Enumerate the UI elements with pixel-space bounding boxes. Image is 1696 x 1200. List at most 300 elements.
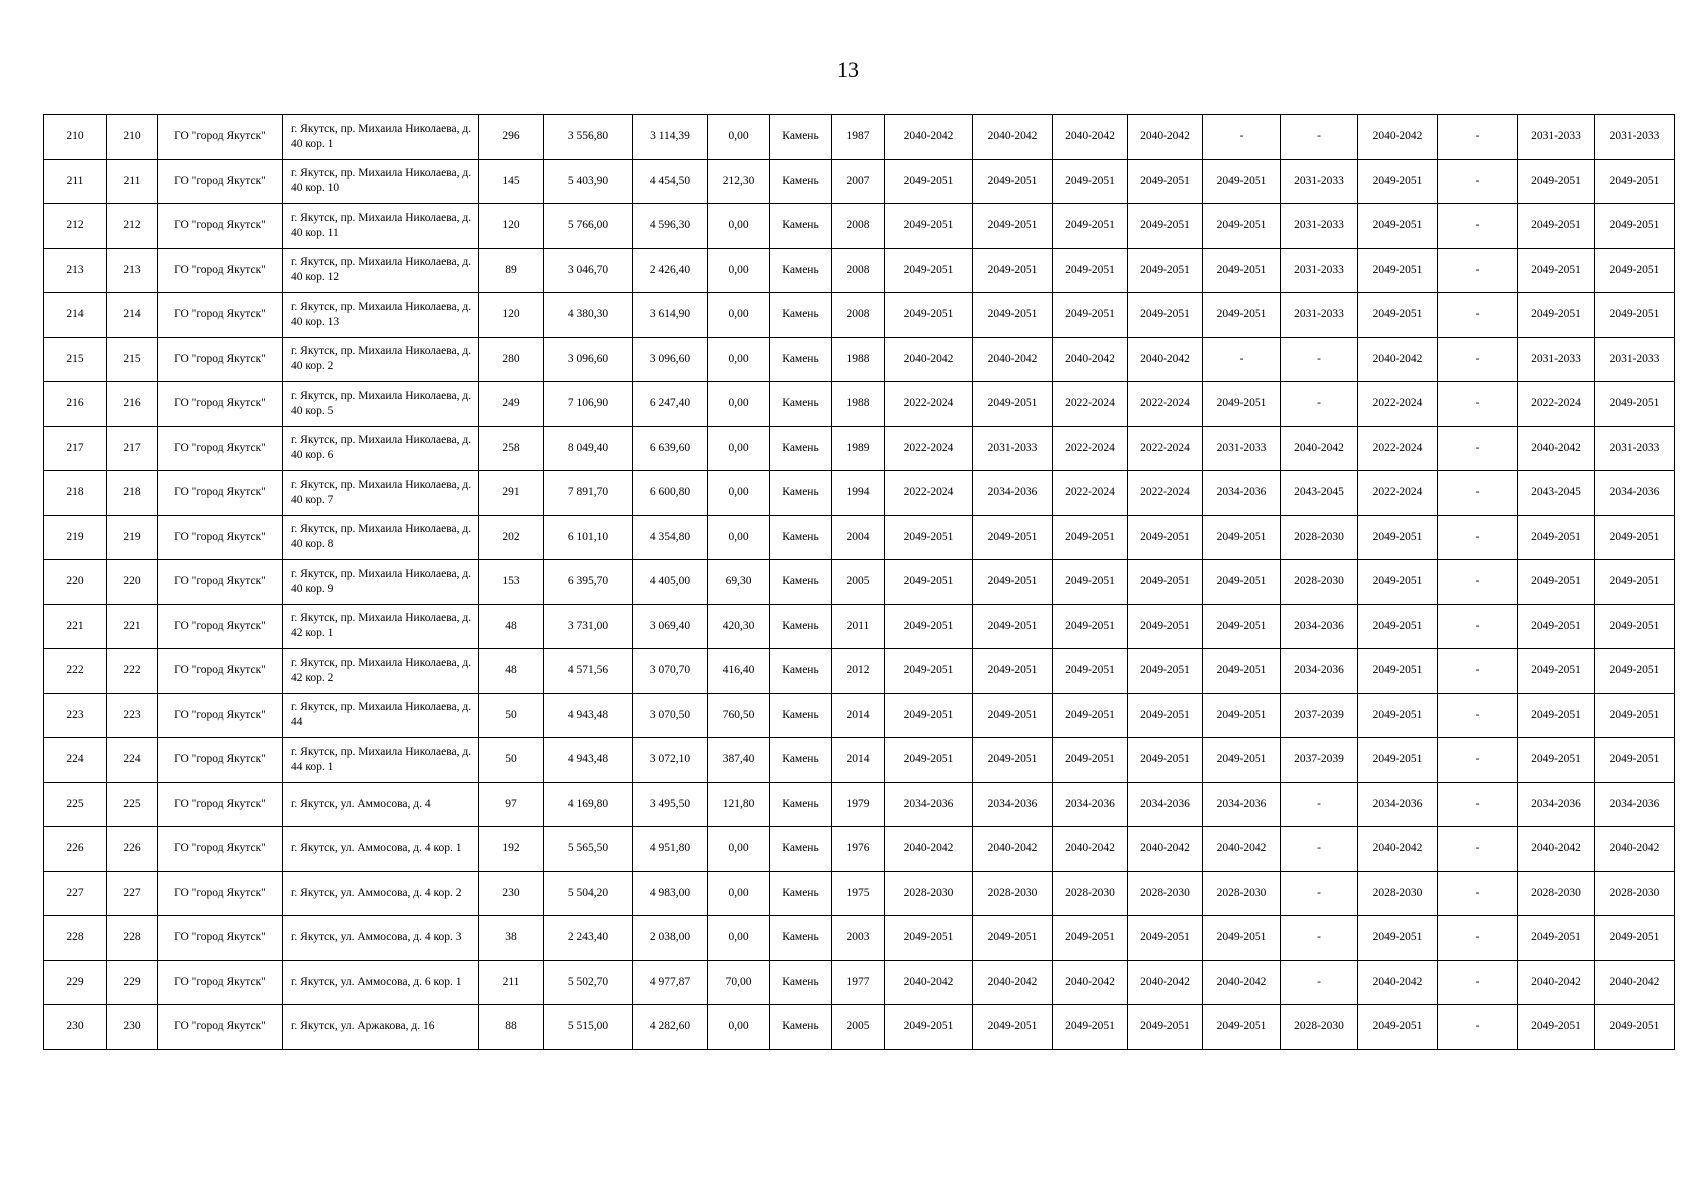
- municipality-cell: ГО "город Якутск": [158, 515, 283, 560]
- term-cell: 2040-2042: [1518, 426, 1595, 471]
- term-cell: 2034-2036: [1595, 782, 1675, 827]
- term-cell: 2049-2051: [1053, 1005, 1128, 1050]
- term-cell: 2031-2033: [1281, 293, 1358, 338]
- term-cell: 2040-2042: [885, 827, 973, 872]
- nonresidential-area-cell: 420,30: [708, 604, 770, 649]
- term-cell: 2034-2036: [1128, 782, 1203, 827]
- row-number-cell: 213: [44, 248, 107, 293]
- term-cell: 2049-2051: [1595, 204, 1675, 249]
- term-cell: -: [1281, 960, 1358, 1005]
- term-cell: 2034-2036: [885, 782, 973, 827]
- year-built-cell: 2012: [832, 649, 885, 694]
- row-number-cell: 224: [44, 738, 107, 783]
- term-cell: 2049-2051: [1595, 693, 1675, 738]
- record-number-cell: 225: [107, 782, 158, 827]
- term-cell: 2049-2051: [1595, 515, 1675, 560]
- year-built-cell: 2014: [832, 738, 885, 783]
- table-row: [44, 871, 1675, 916]
- term-cell: 2049-2051: [1358, 649, 1438, 694]
- term-cell: 2049-2051: [973, 159, 1053, 204]
- address-cell: г. Якутск, ул. Аммосова, д. 4 кор. 1: [283, 827, 479, 872]
- wall-material-cell: Камень: [770, 782, 832, 827]
- table-row: [44, 337, 1675, 382]
- municipality-cell: ГО "город Якутск": [158, 204, 283, 249]
- term-cell: 2049-2051: [1595, 382, 1675, 427]
- term-cell: 2049-2051: [885, 248, 973, 293]
- term-cell: 2049-2051: [885, 159, 973, 204]
- table-row: [44, 293, 1675, 338]
- municipality-cell: ГО "город Якутск": [158, 782, 283, 827]
- total-area-cell: 4 380,30: [544, 293, 633, 338]
- term-cell: 2049-2051: [1518, 1005, 1595, 1050]
- table-row: [44, 782, 1675, 827]
- term-cell: 2040-2042: [1053, 827, 1128, 872]
- term-cell: 2040-2042: [1053, 960, 1128, 1005]
- term-cell: 2040-2042: [1053, 337, 1128, 382]
- term-cell: -: [1438, 960, 1518, 1005]
- term-cell: 2049-2051: [1358, 693, 1438, 738]
- term-cell: 2049-2051: [1595, 159, 1675, 204]
- term-cell: 2031-2033: [1595, 115, 1675, 160]
- residential-area-cell: 4 951,80: [633, 827, 708, 872]
- row-number-cell: 218: [44, 471, 107, 516]
- residential-area-cell: 6 247,40: [633, 382, 708, 427]
- term-cell: 2049-2051: [1358, 604, 1438, 649]
- year-built-cell: 1994: [832, 471, 885, 516]
- wall-material-cell: Камень: [770, 693, 832, 738]
- wall-material-cell: Камень: [770, 115, 832, 160]
- row-number-cell: 225: [44, 782, 107, 827]
- wall-material-cell: Камень: [770, 1005, 832, 1050]
- total-area-cell: 4 943,48: [544, 693, 633, 738]
- nonresidential-area-cell: 69,30: [708, 560, 770, 605]
- row-number-cell: 214: [44, 293, 107, 338]
- wall-material-cell: Камень: [770, 204, 832, 249]
- year-built-cell: 2008: [832, 293, 885, 338]
- term-cell: 2034-2036: [1358, 782, 1438, 827]
- term-cell: 2049-2051: [1203, 738, 1281, 783]
- residents-cell: 258: [479, 426, 544, 471]
- residents-cell: 192: [479, 827, 544, 872]
- term-cell: 2022-2024: [1358, 426, 1438, 471]
- address-cell: г. Якутск, пр. Михаила Николаева, д. 40 кор. 13: [283, 293, 479, 338]
- total-area-cell: 5 515,00: [544, 1005, 633, 1050]
- term-cell: 2049-2051: [885, 693, 973, 738]
- nonresidential-area-cell: 0,00: [708, 426, 770, 471]
- term-cell: 2040-2042: [885, 115, 973, 160]
- term-cell: 2049-2051: [1053, 204, 1128, 249]
- municipality-cell: ГО "город Якутск": [158, 248, 283, 293]
- row-number-cell: 228: [44, 916, 107, 961]
- wall-material-cell: Камень: [770, 248, 832, 293]
- term-cell: 2049-2051: [1128, 515, 1203, 560]
- residential-area-cell: 3 069,40: [633, 604, 708, 649]
- term-cell: 2040-2042: [1203, 827, 1281, 872]
- term-cell: 2049-2051: [885, 1005, 973, 1050]
- term-cell: 2049-2051: [1595, 604, 1675, 649]
- term-cell: -: [1438, 471, 1518, 516]
- term-cell: 2049-2051: [1358, 738, 1438, 783]
- term-cell: 2040-2042: [1358, 337, 1438, 382]
- term-cell: 2049-2051: [1128, 560, 1203, 605]
- table-row: [44, 960, 1675, 1005]
- address-cell: г. Якутск, пр. Михаила Николаева, д. 40 кор. 9: [283, 560, 479, 605]
- term-cell: -: [1438, 1005, 1518, 1050]
- total-area-cell: 5 766,00: [544, 204, 633, 249]
- term-cell: 2028-2030: [1053, 871, 1128, 916]
- term-cell: 2049-2051: [1128, 1005, 1203, 1050]
- term-cell: 2031-2033: [1281, 248, 1358, 293]
- municipality-cell: ГО "город Якутск": [158, 693, 283, 738]
- term-cell: 2022-2024: [885, 426, 973, 471]
- address-cell: г. Якутск, ул. Аммосова, д. 4: [283, 782, 479, 827]
- row-number-cell: 215: [44, 337, 107, 382]
- municipality-cell: ГО "город Якутск": [158, 960, 283, 1005]
- term-cell: 2049-2051: [1053, 738, 1128, 783]
- year-built-cell: 1989: [832, 426, 885, 471]
- term-cell: -: [1281, 871, 1358, 916]
- term-cell: -: [1438, 293, 1518, 338]
- row-number-cell: 216: [44, 382, 107, 427]
- residents-cell: 145: [479, 159, 544, 204]
- table-row: [44, 738, 1675, 783]
- term-cell: -: [1203, 337, 1281, 382]
- residents-cell: 211: [479, 960, 544, 1005]
- address-cell: г. Якутск, пр. Михаила Николаева, д. 40 кор. 6: [283, 426, 479, 471]
- table-row: [44, 471, 1675, 516]
- term-cell: -: [1438, 204, 1518, 249]
- year-built-cell: 1976: [832, 827, 885, 872]
- term-cell: 2049-2051: [973, 693, 1053, 738]
- record-number-cell: 217: [107, 426, 158, 471]
- term-cell: 2028-2030: [1128, 871, 1203, 916]
- residents-cell: 291: [479, 471, 544, 516]
- record-number-cell: 220: [107, 560, 158, 605]
- term-cell: 2049-2051: [1128, 159, 1203, 204]
- residential-area-cell: 4 596,30: [633, 204, 708, 249]
- term-cell: 2040-2042: [1518, 827, 1595, 872]
- residents-cell: 48: [479, 604, 544, 649]
- term-cell: 2022-2024: [1358, 382, 1438, 427]
- term-cell: 2049-2051: [1518, 293, 1595, 338]
- term-cell: 2028-2030: [1518, 871, 1595, 916]
- term-cell: 2049-2051: [1358, 248, 1438, 293]
- residential-area-cell: 4 977,87: [633, 960, 708, 1005]
- address-cell: г. Якутск, пр. Михаила Николаева, д. 40 кор. 8: [283, 515, 479, 560]
- term-cell: 2049-2051: [1203, 1005, 1281, 1050]
- term-cell: 2031-2033: [1281, 159, 1358, 204]
- record-number-cell: 227: [107, 871, 158, 916]
- term-cell: 2022-2024: [1128, 471, 1203, 516]
- address-cell: г. Якутск, ул. Аммосова, д. 4 кор. 2: [283, 871, 479, 916]
- term-cell: 2049-2051: [1128, 604, 1203, 649]
- term-cell: 2049-2051: [1053, 693, 1128, 738]
- total-area-cell: 3 096,60: [544, 337, 633, 382]
- term-cell: 2049-2051: [1595, 1005, 1675, 1050]
- term-cell: 2049-2051: [1203, 515, 1281, 560]
- residents-cell: 249: [479, 382, 544, 427]
- term-cell: 2049-2051: [1358, 293, 1438, 338]
- term-cell: 2022-2024: [885, 471, 973, 516]
- term-cell: 2034-2036: [1203, 471, 1281, 516]
- term-cell: 2049-2051: [1518, 649, 1595, 694]
- residents-cell: 50: [479, 693, 544, 738]
- municipality-cell: ГО "город Якутск": [158, 827, 283, 872]
- year-built-cell: 2005: [832, 560, 885, 605]
- term-cell: 2049-2051: [1128, 916, 1203, 961]
- nonresidential-area-cell: 416,40: [708, 649, 770, 694]
- term-cell: -: [1281, 916, 1358, 961]
- residential-area-cell: 4 282,60: [633, 1005, 708, 1050]
- term-cell: 2049-2051: [1203, 916, 1281, 961]
- residential-area-cell: 2 038,00: [633, 916, 708, 961]
- row-number-cell: 223: [44, 693, 107, 738]
- term-cell: -: [1438, 916, 1518, 961]
- municipality-cell: ГО "город Якутск": [158, 871, 283, 916]
- term-cell: 2049-2051: [885, 916, 973, 961]
- wall-material-cell: Камень: [770, 471, 832, 516]
- term-cell: 2049-2051: [885, 649, 973, 694]
- residential-area-cell: 3 070,50: [633, 693, 708, 738]
- term-cell: 2022-2024: [1358, 471, 1438, 516]
- term-cell: 2028-2030: [885, 871, 973, 916]
- address-cell: г. Якутск, пр. Михаила Николаева, д. 44: [283, 693, 479, 738]
- term-cell: 2049-2051: [973, 916, 1053, 961]
- term-cell: 2049-2051: [1203, 693, 1281, 738]
- nonresidential-area-cell: 0,00: [708, 293, 770, 338]
- table-row: [44, 248, 1675, 293]
- wall-material-cell: Камень: [770, 916, 832, 961]
- term-cell: 2049-2051: [1053, 916, 1128, 961]
- term-cell: 2049-2051: [1128, 204, 1203, 249]
- term-cell: 2031-2033: [1518, 337, 1595, 382]
- term-cell: 2040-2042: [1128, 827, 1203, 872]
- year-built-cell: 2008: [832, 204, 885, 249]
- term-cell: 2040-2042: [1281, 426, 1358, 471]
- term-cell: 2034-2036: [1518, 782, 1595, 827]
- address-cell: г. Якутск, пр. Михаила Николаева, д. 40 кор. 7: [283, 471, 479, 516]
- municipality-cell: ГО "город Якутск": [158, 337, 283, 382]
- term-cell: 2040-2042: [1053, 115, 1128, 160]
- row-number-cell: 211: [44, 159, 107, 204]
- nonresidential-area-cell: 0,00: [708, 515, 770, 560]
- term-cell: 2037-2039: [1281, 738, 1358, 783]
- term-cell: -: [1438, 115, 1518, 160]
- residents-cell: 50: [479, 738, 544, 783]
- term-cell: 2049-2051: [1053, 248, 1128, 293]
- term-cell: -: [1438, 159, 1518, 204]
- address-cell: г. Якутск, пр. Михаила Николаева, д. 40 кор. 2: [283, 337, 479, 382]
- term-cell: 2028-2030: [1281, 560, 1358, 605]
- term-cell: 2049-2051: [1358, 515, 1438, 560]
- residential-area-cell: 3 070,70: [633, 649, 708, 694]
- table-row: [44, 827, 1675, 872]
- residents-cell: 97: [479, 782, 544, 827]
- table-row: [44, 560, 1675, 605]
- residential-area-cell: 3 114,39: [633, 115, 708, 160]
- total-area-cell: 5 403,90: [544, 159, 633, 204]
- residents-cell: 120: [479, 204, 544, 249]
- nonresidential-area-cell: 387,40: [708, 738, 770, 783]
- term-cell: 2049-2051: [885, 604, 973, 649]
- residents-cell: 120: [479, 293, 544, 338]
- year-built-cell: 1977: [832, 960, 885, 1005]
- year-built-cell: 2007: [832, 159, 885, 204]
- wall-material-cell: Камень: [770, 382, 832, 427]
- term-cell: 2037-2039: [1281, 693, 1358, 738]
- term-cell: 2049-2051: [1053, 159, 1128, 204]
- nonresidential-area-cell: 0,00: [708, 871, 770, 916]
- nonresidential-area-cell: 0,00: [708, 916, 770, 961]
- term-cell: 2040-2042: [1595, 960, 1675, 1005]
- residential-area-cell: 3 072,10: [633, 738, 708, 783]
- term-cell: 2049-2051: [1518, 560, 1595, 605]
- page-number: 13: [837, 57, 859, 82]
- total-area-cell: 4 169,80: [544, 782, 633, 827]
- term-cell: 2049-2051: [1358, 1005, 1438, 1050]
- table-row: [44, 916, 1675, 961]
- year-built-cell: 2011: [832, 604, 885, 649]
- address-cell: г. Якутск, пр. Михаила Николаева, д. 40 кор. 11: [283, 204, 479, 249]
- term-cell: -: [1281, 337, 1358, 382]
- term-cell: 2040-2042: [1358, 960, 1438, 1005]
- wall-material-cell: Камень: [770, 337, 832, 382]
- total-area-cell: 4 943,48: [544, 738, 633, 783]
- term-cell: -: [1281, 782, 1358, 827]
- address-cell: г. Якутск, пр. Михаила Николаева, д. 40 кор. 10: [283, 159, 479, 204]
- row-number-cell: 219: [44, 515, 107, 560]
- municipality-cell: ГО "город Якутск": [158, 738, 283, 783]
- term-cell: 2031-2033: [973, 426, 1053, 471]
- record-number-cell: 215: [107, 337, 158, 382]
- total-area-cell: 3 556,80: [544, 115, 633, 160]
- term-cell: 2040-2042: [1128, 960, 1203, 1005]
- term-cell: 2049-2051: [1203, 560, 1281, 605]
- residential-area-cell: 4 454,50: [633, 159, 708, 204]
- term-cell: -: [1438, 649, 1518, 694]
- term-cell: 2049-2051: [1595, 916, 1675, 961]
- term-cell: 2049-2051: [1518, 204, 1595, 249]
- term-cell: 2022-2024: [1053, 426, 1128, 471]
- term-cell: 2049-2051: [1358, 159, 1438, 204]
- total-area-cell: 5 565,50: [544, 827, 633, 872]
- term-cell: -: [1438, 738, 1518, 783]
- table-row: [44, 515, 1675, 560]
- term-cell: 2022-2024: [1518, 382, 1595, 427]
- term-cell: 2022-2024: [1128, 426, 1203, 471]
- term-cell: 2049-2051: [1358, 560, 1438, 605]
- record-number-cell: 219: [107, 515, 158, 560]
- municipality-cell: ГО "город Якутск": [158, 159, 283, 204]
- record-number-cell: 212: [107, 204, 158, 249]
- term-cell: 2040-2042: [885, 960, 973, 1005]
- record-number-cell: 224: [107, 738, 158, 783]
- record-number-cell: 223: [107, 693, 158, 738]
- residents-cell: 296: [479, 115, 544, 160]
- total-area-cell: 6 101,10: [544, 515, 633, 560]
- wall-material-cell: Камень: [770, 738, 832, 783]
- total-area-cell: 7 891,70: [544, 471, 633, 516]
- total-area-cell: 2 243,40: [544, 916, 633, 961]
- term-cell: 2049-2051: [1053, 560, 1128, 605]
- term-cell: 2028-2030: [973, 871, 1053, 916]
- term-cell: 2040-2042: [1128, 115, 1203, 160]
- term-cell: 2049-2051: [1358, 916, 1438, 961]
- row-number-cell: 217: [44, 426, 107, 471]
- record-number-cell: 218: [107, 471, 158, 516]
- term-cell: 2049-2051: [973, 604, 1053, 649]
- address-cell: г. Якутск, пр. Михаила Николаева, д. 44 кор. 1: [283, 738, 479, 783]
- wall-material-cell: Камень: [770, 871, 832, 916]
- term-cell: 2049-2051: [1053, 649, 1128, 694]
- residential-area-cell: 2 426,40: [633, 248, 708, 293]
- term-cell: 2049-2051: [1595, 293, 1675, 338]
- year-built-cell: 1988: [832, 337, 885, 382]
- residents-cell: 38: [479, 916, 544, 961]
- wall-material-cell: Камень: [770, 293, 832, 338]
- term-cell: 2049-2051: [1053, 604, 1128, 649]
- total-area-cell: 5 502,70: [544, 960, 633, 1005]
- wall-material-cell: Камень: [770, 159, 832, 204]
- term-cell: 2049-2051: [1128, 738, 1203, 783]
- total-area-cell: 3 731,00: [544, 604, 633, 649]
- term-cell: 2049-2051: [1128, 693, 1203, 738]
- record-number-cell: 229: [107, 960, 158, 1005]
- term-cell: 2043-2045: [1518, 471, 1595, 516]
- term-cell: 2031-2033: [1595, 426, 1675, 471]
- record-number-cell: 210: [107, 115, 158, 160]
- term-cell: 2040-2042: [973, 337, 1053, 382]
- term-cell: 2049-2051: [1203, 382, 1281, 427]
- term-cell: 2040-2042: [1358, 827, 1438, 872]
- term-cell: 2049-2051: [973, 382, 1053, 427]
- term-cell: 2049-2051: [973, 1005, 1053, 1050]
- nonresidential-area-cell: 121,80: [708, 782, 770, 827]
- row-number-cell: 227: [44, 871, 107, 916]
- term-cell: 2028-2030: [1358, 871, 1438, 916]
- year-built-cell: 1988: [832, 382, 885, 427]
- term-cell: 2049-2051: [1128, 649, 1203, 694]
- term-cell: 2028-2030: [1281, 1005, 1358, 1050]
- table-row: [44, 159, 1675, 204]
- term-cell: 2034-2036: [973, 782, 1053, 827]
- residential-area-cell: 4 405,00: [633, 560, 708, 605]
- term-cell: 2043-2045: [1281, 471, 1358, 516]
- term-cell: 2034-2036: [973, 471, 1053, 516]
- row-number-cell: 220: [44, 560, 107, 605]
- address-cell: г. Якутск, пр. Михаила Николаева, д. 40 кор. 1: [283, 115, 479, 160]
- term-cell: 2034-2036: [1281, 649, 1358, 694]
- term-cell: 2049-2051: [1518, 604, 1595, 649]
- row-number-cell: 229: [44, 960, 107, 1005]
- term-cell: 2040-2042: [1128, 337, 1203, 382]
- nonresidential-area-cell: 0,00: [708, 382, 770, 427]
- residents-cell: 202: [479, 515, 544, 560]
- municipality-cell: ГО "город Якутск": [158, 916, 283, 961]
- term-cell: 2049-2051: [1518, 248, 1595, 293]
- address-cell: г. Якутск, ул. Аммосова, д. 6 кор. 1: [283, 960, 479, 1005]
- residents-cell: 48: [479, 649, 544, 694]
- term-cell: 2034-2036: [1281, 604, 1358, 649]
- term-cell: 2049-2051: [1203, 159, 1281, 204]
- nonresidential-area-cell: 0,00: [708, 115, 770, 160]
- residential-area-cell: 6 600,80: [633, 471, 708, 516]
- nonresidential-area-cell: 0,00: [708, 827, 770, 872]
- nonresidential-area-cell: 760,50: [708, 693, 770, 738]
- term-cell: 2034-2036: [1595, 471, 1675, 516]
- term-cell: 2031-2033: [1595, 337, 1675, 382]
- row-number-cell: 221: [44, 604, 107, 649]
